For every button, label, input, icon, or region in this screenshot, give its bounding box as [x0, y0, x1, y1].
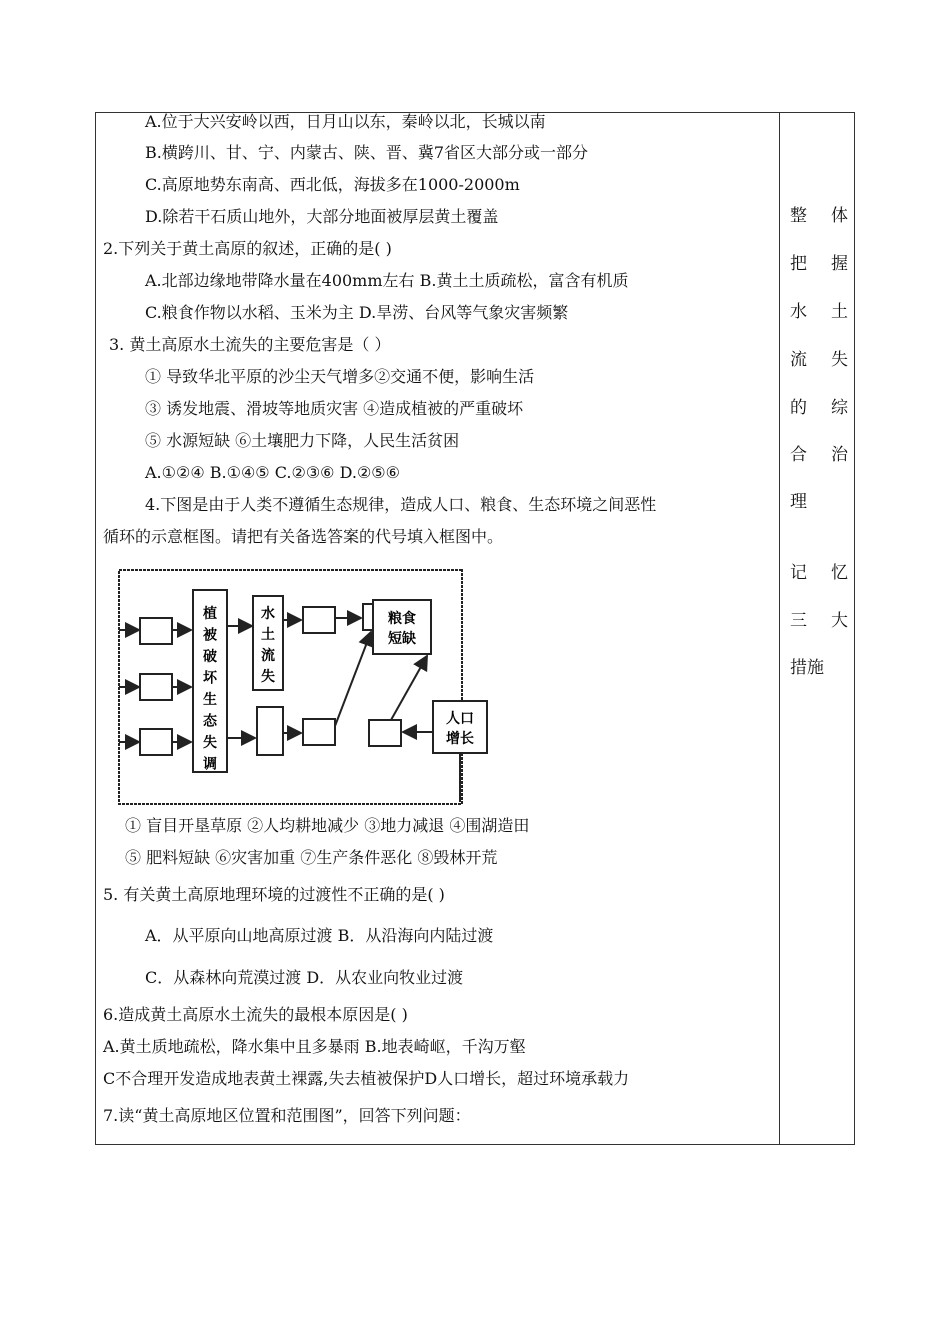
- text-line: C．从森林向荒漠过渡 D．从农业向牧业过渡: [145, 968, 464, 987]
- blank-box-left-1: [140, 618, 172, 644]
- side-char: 水: [790, 302, 807, 322]
- veg-box-label: 植被破坏生态失调: [203, 606, 217, 773]
- text-line: B.横跨川、甘、宁、内蒙古、陕、晋、冀7省区大部分或一部分: [145, 143, 589, 162]
- text-line: 5. 有关黄土高原地理环境的过渡性不正确的是( ): [103, 885, 445, 904]
- side-char: 失: [831, 350, 848, 370]
- blank-box-left-2: [140, 674, 172, 700]
- side-char: 综: [831, 398, 848, 418]
- text-line: D.除若干石质山地外，大部分地面被厚层黄土覆盖: [145, 207, 499, 226]
- blank-box-right: [369, 720, 401, 746]
- water-box-label: 水土流失: [261, 606, 275, 685]
- side-char: 合: [790, 445, 807, 465]
- text-line: A.位于大兴安岭以西，日月山以东，秦岭以北，长城以南: [145, 112, 546, 131]
- side-char: 治: [831, 445, 848, 465]
- side-char: 措施: [790, 658, 824, 678]
- text-line: ① 盲目开垦草原 ②人均耕地减少 ③地力减退 ④围湖造田: [125, 816, 530, 835]
- text-line: 3. 黄土高原水土流失的主要危害是（ ）: [109, 335, 391, 354]
- text-line: C.粮食作物以水稻、玉米为主 D.旱涝、台风等气象灾害频繁: [145, 303, 569, 322]
- side-char: 整: [790, 206, 807, 226]
- text-line: C不合理开发造成地表黄土裸露,失去植被保护D人口增长，超过环境承载力: [103, 1069, 630, 1088]
- side-char: 理: [790, 492, 807, 512]
- blank-box-tall: [257, 707, 283, 755]
- arrow: [391, 656, 427, 720]
- food-box-label: 粮食短缺: [388, 611, 416, 647]
- text-line: A．从平原向山地高原过渡 B．从沿海向内陆过渡: [145, 926, 494, 945]
- side-char: 忆: [831, 563, 848, 583]
- text-line: A.①②④ B.①④⑤ C.②③⑥ D.②⑤⑥: [145, 463, 400, 482]
- arrow: [335, 632, 371, 726]
- side-char: 的: [790, 398, 807, 418]
- text-line: 6.造成黄土高原水土流失的最根本原因是( ): [103, 1005, 408, 1024]
- side-char: 大: [831, 611, 848, 631]
- pop-box-label: 人口增长: [446, 711, 474, 747]
- text-line: ① 导致华北平原的沙尘天气增多②交通不便，影响生活: [145, 367, 535, 386]
- text-line: 4.下图是由于人类不遵循生态规律，造成人口、粮食、生态环境之间恶性: [145, 495, 657, 514]
- side-char: 握: [831, 254, 848, 274]
- text-line: 2.下列关于黄土高原的叙述，正确的是( ): [103, 239, 392, 258]
- text-line: ⑤ 肥料短缺 ⑥灾害加重 ⑦生产条件恶化 ⑧毁林开荒: [125, 848, 498, 867]
- side-char: 把: [790, 254, 807, 274]
- text-line: C.高原地势东南高、西北低，海拔多在1000-2000m: [145, 175, 520, 194]
- side-char: 土: [831, 302, 848, 322]
- side-char: 体: [831, 206, 848, 226]
- text-line: 7.读“黄土高原地区位置和范围图”，回答下列问题：: [103, 1106, 471, 1125]
- text-line: A.北部边缘地带降水量在400mm左右 B.黄土土质疏松，富含有机质: [145, 271, 629, 290]
- text-line: 循环的示意框图。请把有关备选答案的代号填入框图中。: [103, 527, 504, 546]
- side-char: 流: [790, 350, 807, 370]
- text-line: A.黄土质地疏松，降水集中且多暴雨 B.地表崎岖，千沟万壑: [103, 1037, 526, 1056]
- blank-box-left-3: [140, 729, 172, 755]
- column-divider: [779, 112, 780, 1145]
- text-line: ③ 诱发地震、滑坡等地质灾害 ④造成植被的严重破坏: [145, 399, 524, 418]
- side-char: 三: [790, 611, 807, 631]
- text-line: ⑤ 水源短缺 ⑥土壤肥力下降，人民生活贫困: [145, 431, 460, 450]
- blank-box-mid-top: [303, 607, 335, 633]
- side-char: 记: [790, 563, 807, 583]
- blank-box-mid-bottom: [303, 719, 335, 745]
- cycle-diagram: [115, 566, 474, 808]
